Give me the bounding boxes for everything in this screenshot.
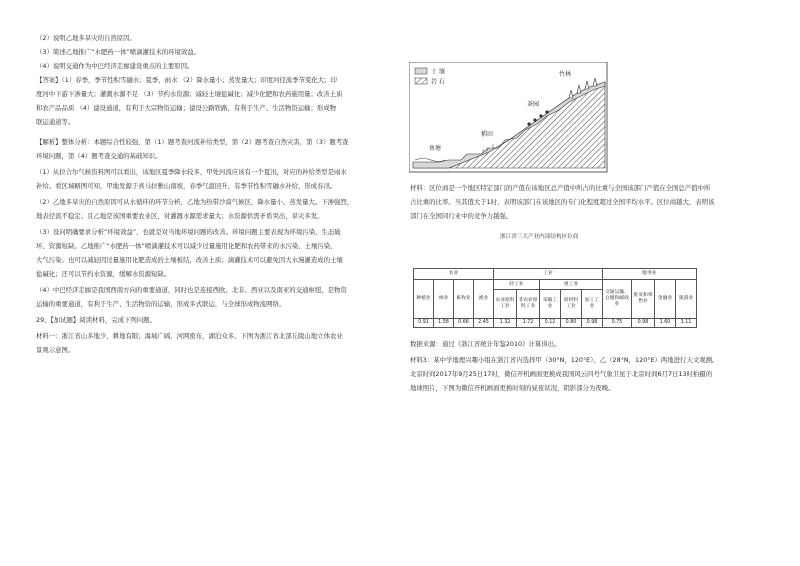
column-header: 旅游业	[676, 280, 697, 319]
value-cell: 1.58	[434, 319, 454, 328]
column-header: 畜牧业	[454, 280, 474, 319]
value-cell: 0.91	[414, 319, 434, 328]
analysis-line: 盐碱化；还可以节约水资源，缓解水资源短缺。	[36, 270, 171, 278]
group-header-service: 服务业	[603, 269, 697, 280]
question-2-line: （2）说明乙地多旱灾的自然原因。	[36, 34, 136, 42]
material-1-line: 材料一：浙江省山多地少，耕地有限；海域广阔，河网密布，湖泊众多。下图为浙江省北部丘陵山地立体农业	[36, 332, 343, 340]
analysis-line: （4）中巴经济走廊是我国西南方向的重要通道，同时也是连接西欧、北非、西亚以及南亚的交通枢纽，是物资	[36, 286, 347, 294]
material-3-line: 材料3：某中学地理兴趣小组在浙江省内选择甲（30°N，120°E）、乙（28°N，120°E）两地进行天文观测。	[410, 356, 719, 364]
material-3-line: 地球照片，下图为微信开机画面更换时刻的昼夜状况，阴影部分为夜晚。	[410, 384, 615, 392]
subgroup-header-light: 轻工业	[494, 280, 540, 290]
group-header-industry: 工业	[494, 269, 603, 280]
column-header: 种植业	[414, 280, 434, 319]
analysis-line: 坏、资源短缺。乙地推广“水肥药一体”喷滴灌技术可以减少过量施用化肥和农药带来的水污染、土壤污染、	[36, 242, 337, 250]
column-header: 加工工业	[582, 290, 603, 319]
value-cell: 2.45	[474, 319, 494, 328]
rock-swatch	[415, 78, 427, 84]
value-cell: 1.32	[494, 319, 517, 328]
column-header: 林业	[434, 280, 454, 319]
location-quotient-table	[413, 268, 697, 328]
answer-line: 【答案】（1）春季，季节性积雪融水；夏季，雨水 （2）降水量小；蒸发量大；印度河径流季节变化大；印	[36, 76, 337, 84]
value-cell: 1.72	[517, 319, 540, 328]
value-cell: 0.98	[632, 319, 655, 328]
data-source-line: 数据来源：通过《浙江省统计年鉴2010》计算得出。	[410, 340, 561, 348]
fish-pond-label: 鱼塘	[429, 145, 442, 152]
value-cell: 1.60	[655, 319, 676, 328]
analysis-line: 环境问题，第（4）题考查交通的基础知识。	[36, 152, 162, 160]
answer-line: 联运通道等。	[36, 118, 75, 126]
analysis-line: 运输的重要通道，有利于生产、生活物资的运输，形成多式联运，与全球形成物流网络。	[36, 300, 286, 308]
column-header: 金融业	[655, 280, 676, 319]
column-header: 非农业原料工业	[517, 290, 540, 319]
value-cell: 3.11	[676, 319, 697, 328]
column-header: 批发和零售业	[632, 280, 655, 319]
table-title: 浙江省三大产业内部结构区位商	[500, 234, 579, 240]
answer-line: 和农产品品质 （4）建设通道，有利于大宗物资运输；建设公路铁路，有利于生产、生活物资运输；形成物	[36, 104, 337, 112]
value-cell: 0.75	[603, 319, 632, 328]
analysis-line: 大气污染；也可以减轻因过量施用化肥造成的土壤板结，改善土质；滴灌技术可以避免因大水漫灌造成的土壤	[36, 256, 343, 264]
material-2-line: 占比重的比率。当其值大于1时，表明该部门在该地区的专门化程度超过全国平均水平。区位商越大，表明该	[410, 198, 715, 206]
group-header-agriculture: 农业	[414, 269, 494, 280]
terrace-landscape-diagram	[409, 62, 609, 174]
value-cell: 0.98	[582, 319, 603, 328]
question-4-line: （4）说明交通作为中巴经济走廊建设重点的主要原因。	[36, 62, 194, 70]
paddy-label: 稻田	[481, 131, 494, 138]
analysis-line: 地表径流不稳定；且乙地是该国重要农业区，对灌溉水源需求量大；水资源供需矛盾突出，旱灾多发。	[36, 212, 324, 220]
material-2-line: 材料：区位商是一个地区特定部门的产值在该地区总产值中所占的比重与全国该部门产值在全国总产值中所	[410, 184, 711, 192]
soil-swatch	[415, 68, 427, 74]
column-header: 采掘工业	[540, 290, 561, 319]
column-header: 交通运输、仓储和邮政业	[603, 280, 632, 319]
column-header: 农业原料工业	[494, 290, 517, 319]
analysis-line: 补给。看区域略图可知，甲地发源于喜马拉雅山南坡，春季气温回升，有季节性积雪融水补给，形成春汛。	[36, 182, 337, 190]
tea-garden-label: 茶园	[527, 101, 540, 108]
material-3-line: 北京时间2017年9月25日17时，微信开机画面更换成我国风云四号气象卫星于北京时间6月7日13时拍摄的	[410, 370, 713, 378]
column-header: 渔业	[474, 280, 494, 319]
analysis-line: （3）设问明确要求分析“环境效益”，也就是对当地环境问题的改善。环境问题主要表现为环境污染、生态破	[36, 228, 341, 236]
material-2-line: 部门在全国同行业中的竞争力越强。	[410, 212, 513, 220]
question-3-line: （3）简述乙地推广“水肥药一体”喷滴灌技术的环境效益。	[36, 48, 201, 56]
legend-rock-label: 岩 石	[431, 78, 445, 86]
analysis-line: （2）乙地多旱灾的自然原因可从水循环的环节分析，乙地为热带沙漠气候区，降水量小、蒸发量大。下渗强烈，	[36, 198, 354, 206]
bamboo-label: 竹林	[559, 71, 572, 78]
analysis-line: 【解析】整体分析：本题综合性较强，第（1）题考查河流补给类型，第（2）题考查自然灾害，第（3）题考查	[36, 138, 349, 146]
subgroup-header-heavy: 重工业	[540, 280, 603, 290]
answer-line: 度河中下游下渗量大；灌溉水源不足 （3）节约水资源；减轻土壤盐碱化；减少化肥和农药施用量；改善土质	[36, 90, 343, 98]
value-cell: 0.12	[540, 319, 561, 328]
column-header: 原材料工业	[561, 290, 582, 319]
analysis-line: （1）从拉合尔气候资料图可以看出，该地区夏季降水较多，甲处河流应该有一个夏汛，对应的补给类型是雨水	[36, 168, 347, 176]
value-cell: 0.80	[561, 319, 582, 328]
material-1-line: 景观示意图。	[36, 346, 75, 354]
value-cell: 0.66	[454, 319, 474, 328]
legend-soil-label: 土 壤	[431, 68, 445, 76]
question-29-heading: 29、【加试题】阅读材料，完成下列问题。	[36, 316, 156, 324]
